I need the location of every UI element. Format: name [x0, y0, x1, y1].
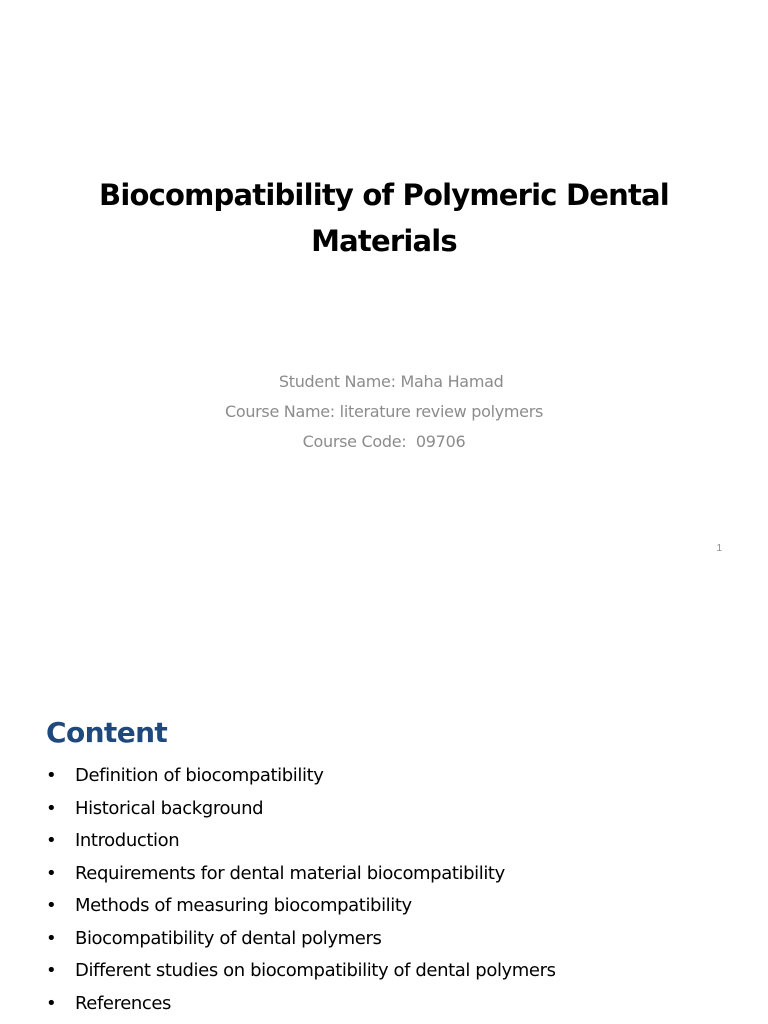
list-item-text: Requirements for dental material biocompatibility	[75, 862, 505, 884]
bullet-icon: •	[46, 862, 57, 884]
student-name-line: Student Name: Maha Hamad	[264, 372, 504, 391]
content-heading: Content	[46, 716, 168, 749]
bullet-icon: •	[46, 765, 57, 786]
list-item-text: Different studies on biocompatibility of dental polymers	[75, 960, 556, 981]
list-item-text: Biocompatibility of dental polymers	[75, 927, 382, 949]
course-code-line: Course Code: 09706	[302, 432, 466, 451]
bullet-icon: •	[46, 797, 57, 819]
list-item-text: Definition of biocompatibility	[75, 765, 324, 786]
list-item-text: Methods of measuring biocompatibility	[75, 895, 412, 916]
bullet-icon: •	[46, 830, 57, 851]
slide-title: Biocompatibility of Polymeric Dental Materials	[99, 178, 669, 258]
slide-number: 1	[716, 543, 722, 554]
bullet-icon: •	[46, 895, 57, 916]
list-item-text: References	[75, 992, 172, 1014]
bullet-icon: •	[46, 992, 57, 1014]
subtitle-block	[0, 367, 768, 457]
content-slide	[0, 576, 768, 1024]
bullet-icon: •	[46, 927, 57, 949]
bullet-icon: •	[46, 960, 57, 981]
course-name-line: Course Name: literature review polymers	[224, 402, 544, 421]
list-item-text: Introduction	[75, 830, 180, 851]
list-item-text: Historical background	[75, 797, 264, 819]
